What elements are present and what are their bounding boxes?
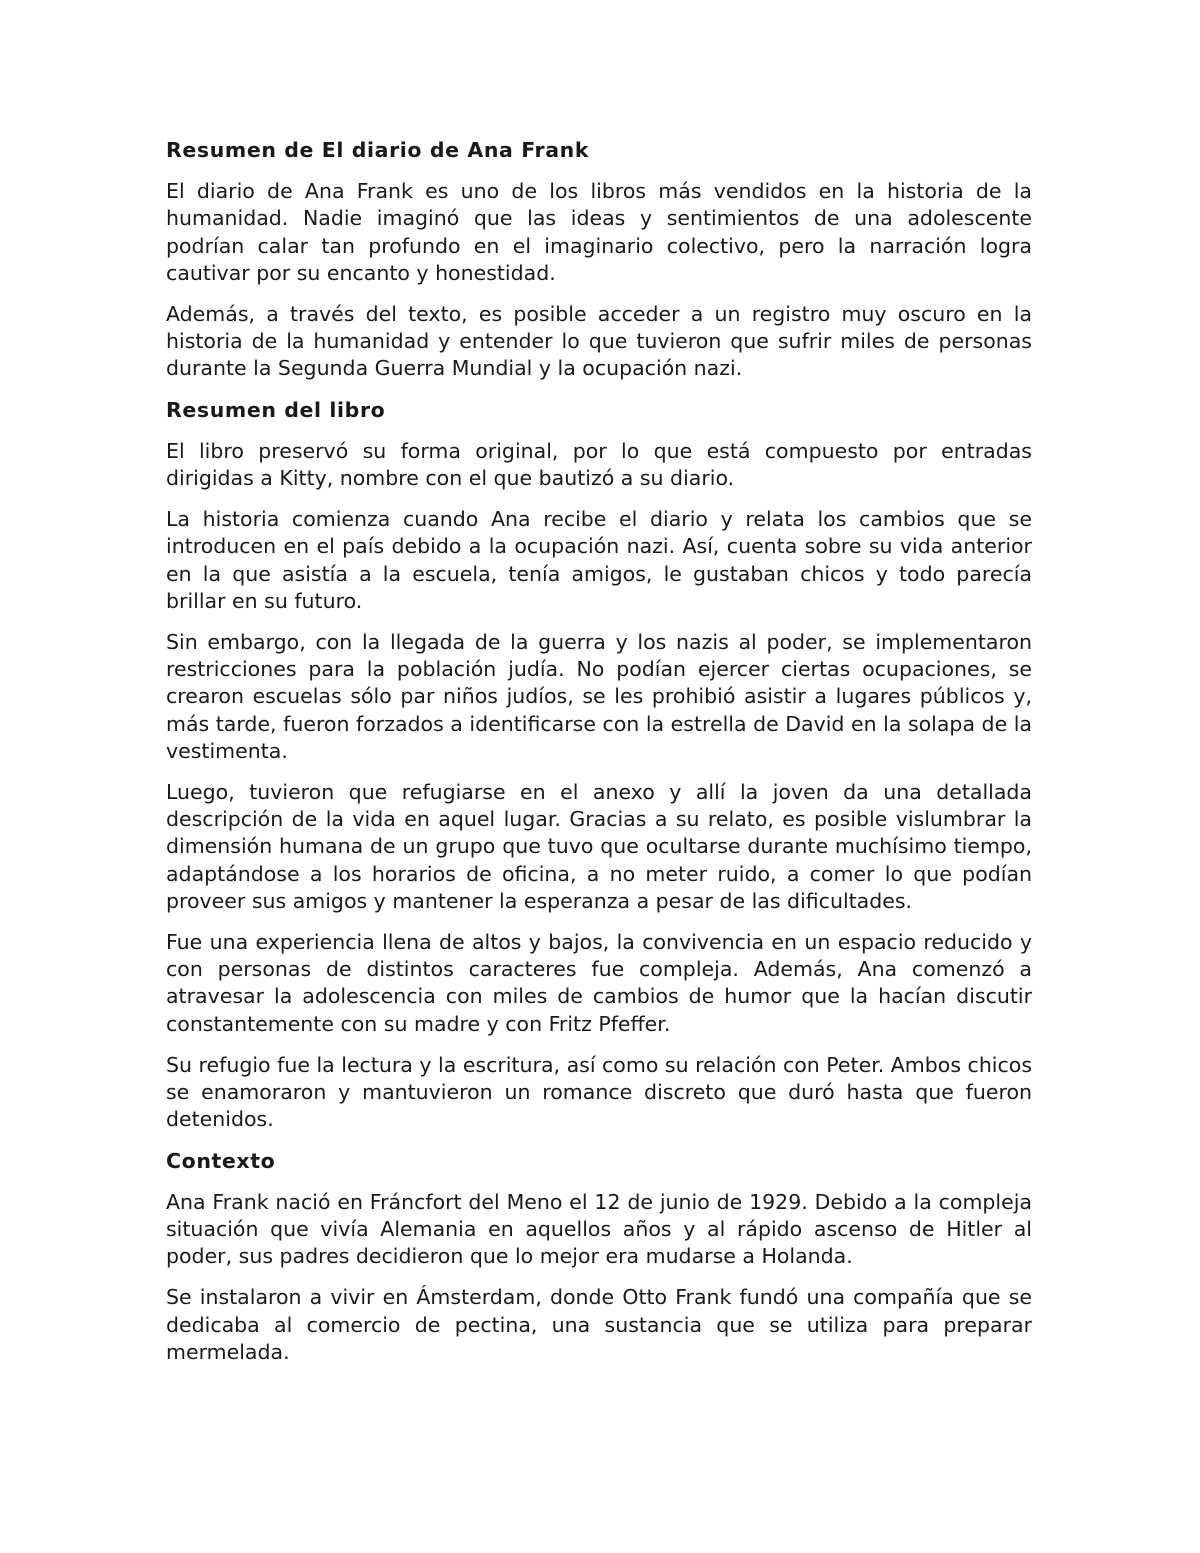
- summary-paragraph-6: Su refugio fue la lectura y la escritura, así como su relación con Peter. Ambos chicos se enamoraron y mantuvieron un romance discreto que duró hasta que fueron detenidos.: [166, 1052, 1032, 1132]
- summary-paragraph-4: Luego, tuvieron que refugiarse en el anexo y allí la joven da una detallada descripción de la vida en aquel lugar. Gracias a su relato, es posible vislumbrar la dimensión humana de un grupo que tuvo que ocultarse durante muchísimo tiempo, adaptándose a los horarios de oficina, a no meter ruido, a comer lo que podían proveer sus amigos y mantener la esperanza a pesar de las dificultades.: [166, 780, 1032, 913]
- intro-paragraph-1: El diario de Ana Frank es uno de los libros más vendidos en la historia de la humanidad. Nadie imaginó que las ideas y sentimientos de una adolescente podrían calar tan profundo en el imaginario colectivo, pero la narración logra cautivar por su encanto y honestidad.: [166, 179, 1032, 285]
- context-paragraph-2: Se instalaron a vivir en Ámsterdam, donde Otto Frank fundó una compañía que se dedicaba al comercio de pectina, una sustancia que se utiliza para preparar mermelada.: [166, 1285, 1032, 1364]
- document-title: Resumen de El diario de Ana Frank: [166, 138, 590, 162]
- section-heading-summary: Resumen del libro: [166, 397, 386, 422]
- summary-paragraph-3: Sin embargo, con la llegada de la guerra y los nazis al poder, se implementaron restricciones para la población judía. No podían ejercer ciertas ocupaciones, se crearon escuelas sólo par niños judíos, se les prohibió asistir a lugares públicos y, más tarde, fueron forzados a identificarse con la estrella de David en la solapa de la vestimenta.: [166, 630, 1032, 763]
- context-paragraph-1: Ana Frank nació en Fráncfort del Meno el 12 de junio de 1929. Debido a la compleja situación que vivía Alemania en aquellos años y al rápido ascenso de Hitler al poder, sus padres decidieron que lo mejor era mudarse a Holanda.: [166, 1189, 1032, 1269]
- document-page: [166, 137, 1032, 1380]
- summary-paragraph-1: El libro preservó su forma original, por lo que está compuesto por entradas dirigidas a Kitty, nombre con el que bautizó a su diario.: [166, 438, 1032, 491]
- summary-paragraph-5: Fue una experiencia llena de altos y bajos, la convivencia en un espacio reducido y con personas de distintos caracteres fue compleja. Además, Ana comenzó a atravesar la adolescencia con miles de cambios de humor que la hacían discutir constantemente con su madre y con Fritz Pfeffer.: [166, 930, 1032, 1036]
- summary-paragraph-2: La historia comienza cuando Ana recibe el diario y relata los cambios que se introducen en el país debido a la ocupación nazi. Así, cuenta sobre su vida anterior en la que asistía a la escuela, tenía amigos, le gustaban chicos y todo parecía brillar en su futuro.: [166, 507, 1032, 613]
- section-heading-context: Contexto: [166, 1148, 276, 1173]
- intro-paragraph-2: Además, a través del texto, es posible acceder a un registro muy oscuro en la historia de la humanidad y entender lo que tuvieron que sufrir miles de personas durante la Segunda Guerra Mundial y la ocupación nazi.: [166, 302, 1032, 381]
